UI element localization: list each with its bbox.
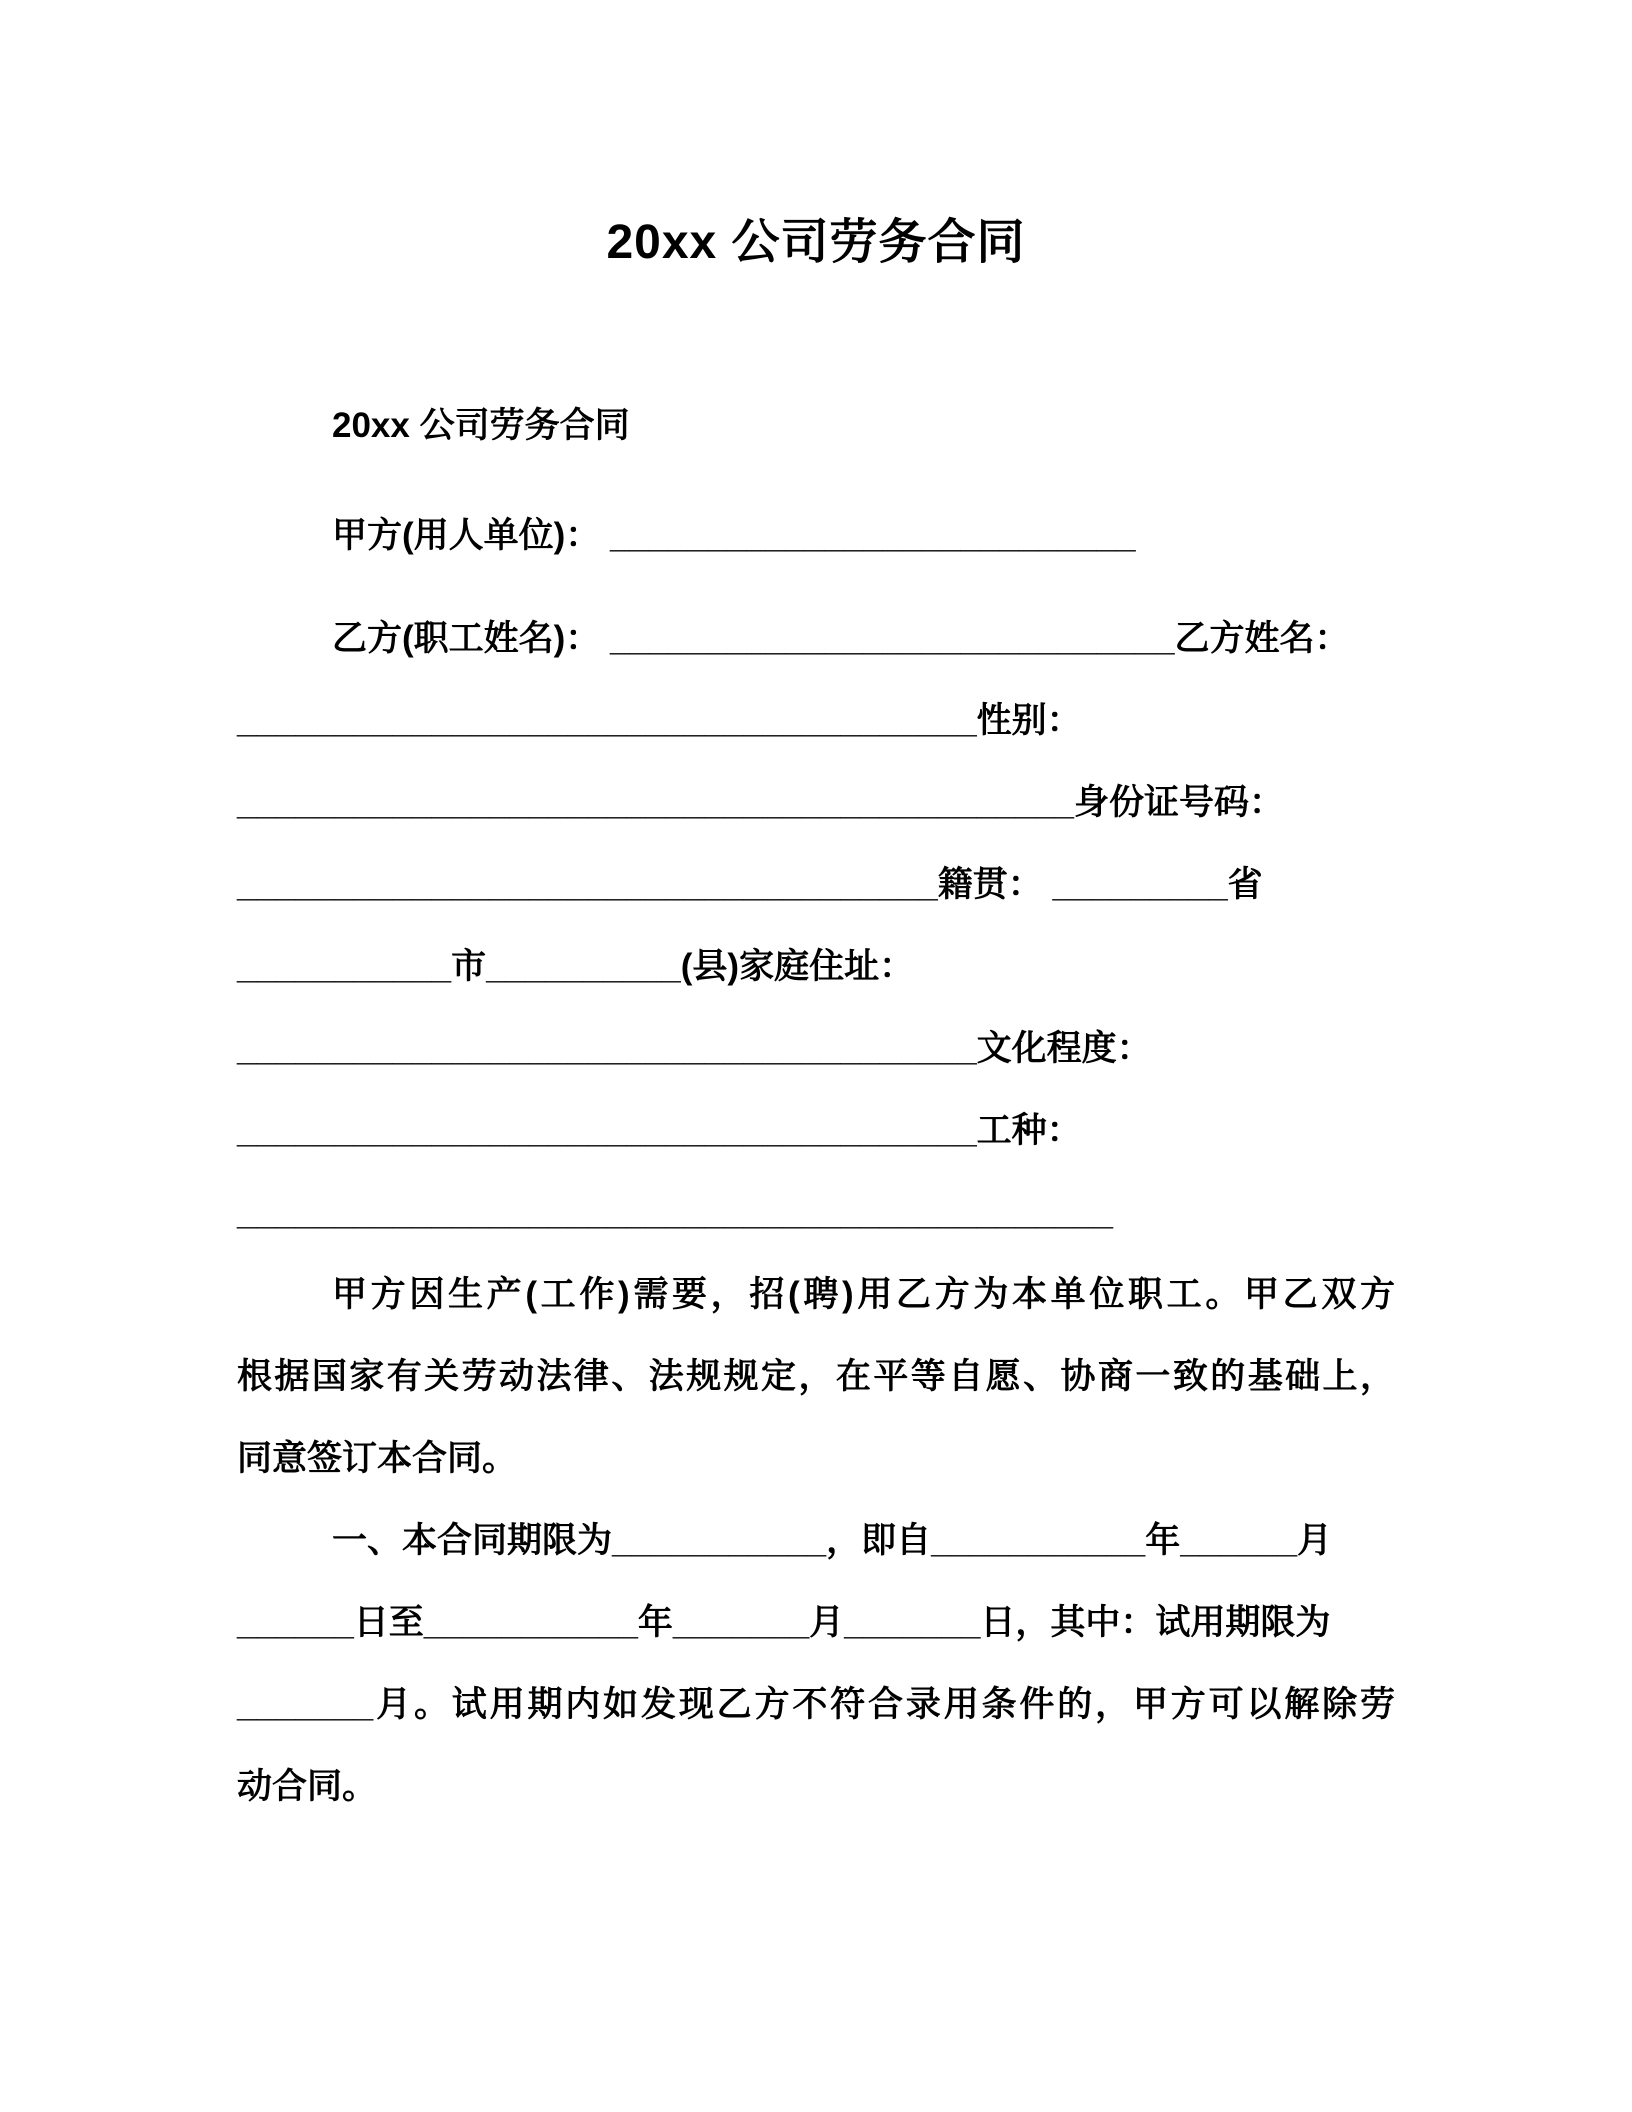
- education-level-line: ______________________________________文化程度：: [237, 1029, 1152, 1068]
- party-a-line: 甲方(用人单位)： ___________________________: [332, 516, 1136, 555]
- intro-paragraph-line-1: 甲方因生产(工作)需要，招(聘)用乙方为本单位职工。甲乙双方: [332, 1275, 1395, 1314]
- intro-paragraph-line-2: 根据国家有关劳动法律、法规规定，在平等自愿、协商一致的基础上，: [237, 1357, 1395, 1396]
- intro-paragraph-line-3: 同意签订本合同。: [237, 1439, 518, 1478]
- blank-fill-line: _____________________________________________: [237, 1193, 1113, 1232]
- native-place-line: ____________________________________籍贯： _________省: [237, 865, 1263, 904]
- id-number-line: ___________________________________________身份证号码：: [237, 783, 1285, 822]
- job-type-line: ______________________________________工种：: [237, 1111, 1082, 1150]
- city-county-address-line: ___________市__________(县)家庭住址：: [237, 947, 915, 986]
- document-title: 20xx 公司劳务合同: [606, 216, 1026, 269]
- subtitle-line: 20xx 公司劳务合同: [332, 406, 630, 445]
- clause-1-line-2: ______日至___________年_______月_______日，其中：试用期限为: [237, 1603, 1331, 1642]
- party-b-line: 乙方(职工姓名)： _____________________________乙方姓名：: [332, 619, 1350, 658]
- gender-line: ______________________________________性别：: [237, 701, 1082, 740]
- clause-1-line-1: 一、本合同期限为___________，即自___________年______月: [332, 1521, 1333, 1560]
- clause-1-line-4: 动合同。: [237, 1767, 378, 1806]
- document-body: [237, 385, 1395, 1828]
- clause-1-line-3: _______月。试用期内如发现乙方不符合录用条件的，甲方可以解除劳: [237, 1685, 1395, 1724]
